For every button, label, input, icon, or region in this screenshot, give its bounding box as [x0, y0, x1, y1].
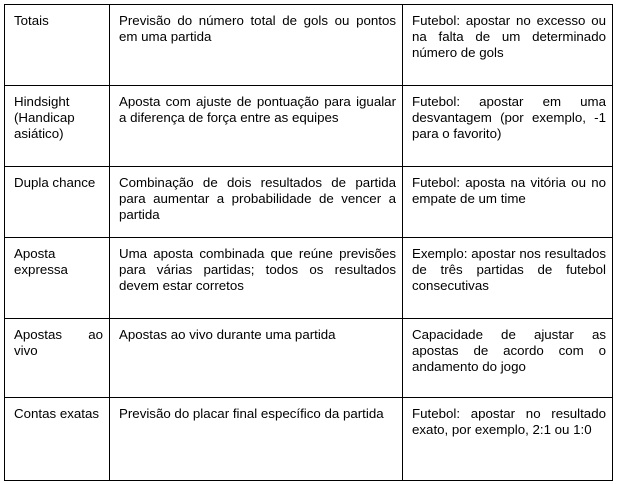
- table-row: [5, 398, 613, 481]
- bet-example-cell: Futebol: apostar no resultado exato, por exemplo, 2:1 ou 1:0: [403, 398, 613, 481]
- bet-type-cell: Aposta expressa: [5, 238, 110, 319]
- table-row: [5, 238, 613, 319]
- bet-description-cell: Apostas ao vivo durante uma partida: [110, 319, 403, 398]
- table-row: [5, 167, 613, 238]
- bet-description-cell: Previsão do número total de gols ou pontos em uma partida: [110, 5, 403, 86]
- bet-description-cell: Previsão do placar final específico da partida: [110, 398, 403, 481]
- bet-type-cell: Hindsight (Handicap asiático): [5, 86, 110, 167]
- bet-type-cell: Totais: [5, 5, 110, 86]
- bet-description-cell: Combinação de dois resultados de partida para aumentar a probabilidade de vencer a partida: [110, 167, 403, 238]
- bet-example-cell: Futebol: apostar em uma desvantagem (por exemplo, -1 para o favorito): [403, 86, 613, 167]
- bet-example-cell: Exemplo: apostar nos resultados de três partidas de futebol consecutivas: [403, 238, 613, 319]
- bet-description-cell: Aposta com ajuste de pontuação para igualar a diferença de força entre as equipes: [110, 86, 403, 167]
- table-row: [5, 319, 613, 398]
- bet-example-cell: Capacidade de ajustar as apostas de acordo com o andamento do jogo: [403, 319, 613, 398]
- bet-type-cell: Contas exatas: [5, 398, 110, 481]
- bet-type-cell: Apostas ao vivo: [5, 319, 110, 398]
- bet-example-cell: Futebol: apostar no excesso ou na falta de um determinado número de gols: [403, 5, 613, 86]
- bet-types-table: [4, 4, 613, 481]
- bet-description-cell: Uma aposta combinada que reúne previsões para várias partidas; todos os resultados devem estar corretos: [110, 238, 403, 319]
- bet-example-cell: Futebol: aposta na vitória ou no empate de um time: [403, 167, 613, 238]
- table-row: [5, 86, 613, 167]
- bet-type-cell: Dupla chance: [5, 167, 110, 238]
- table-row: [5, 5, 613, 86]
